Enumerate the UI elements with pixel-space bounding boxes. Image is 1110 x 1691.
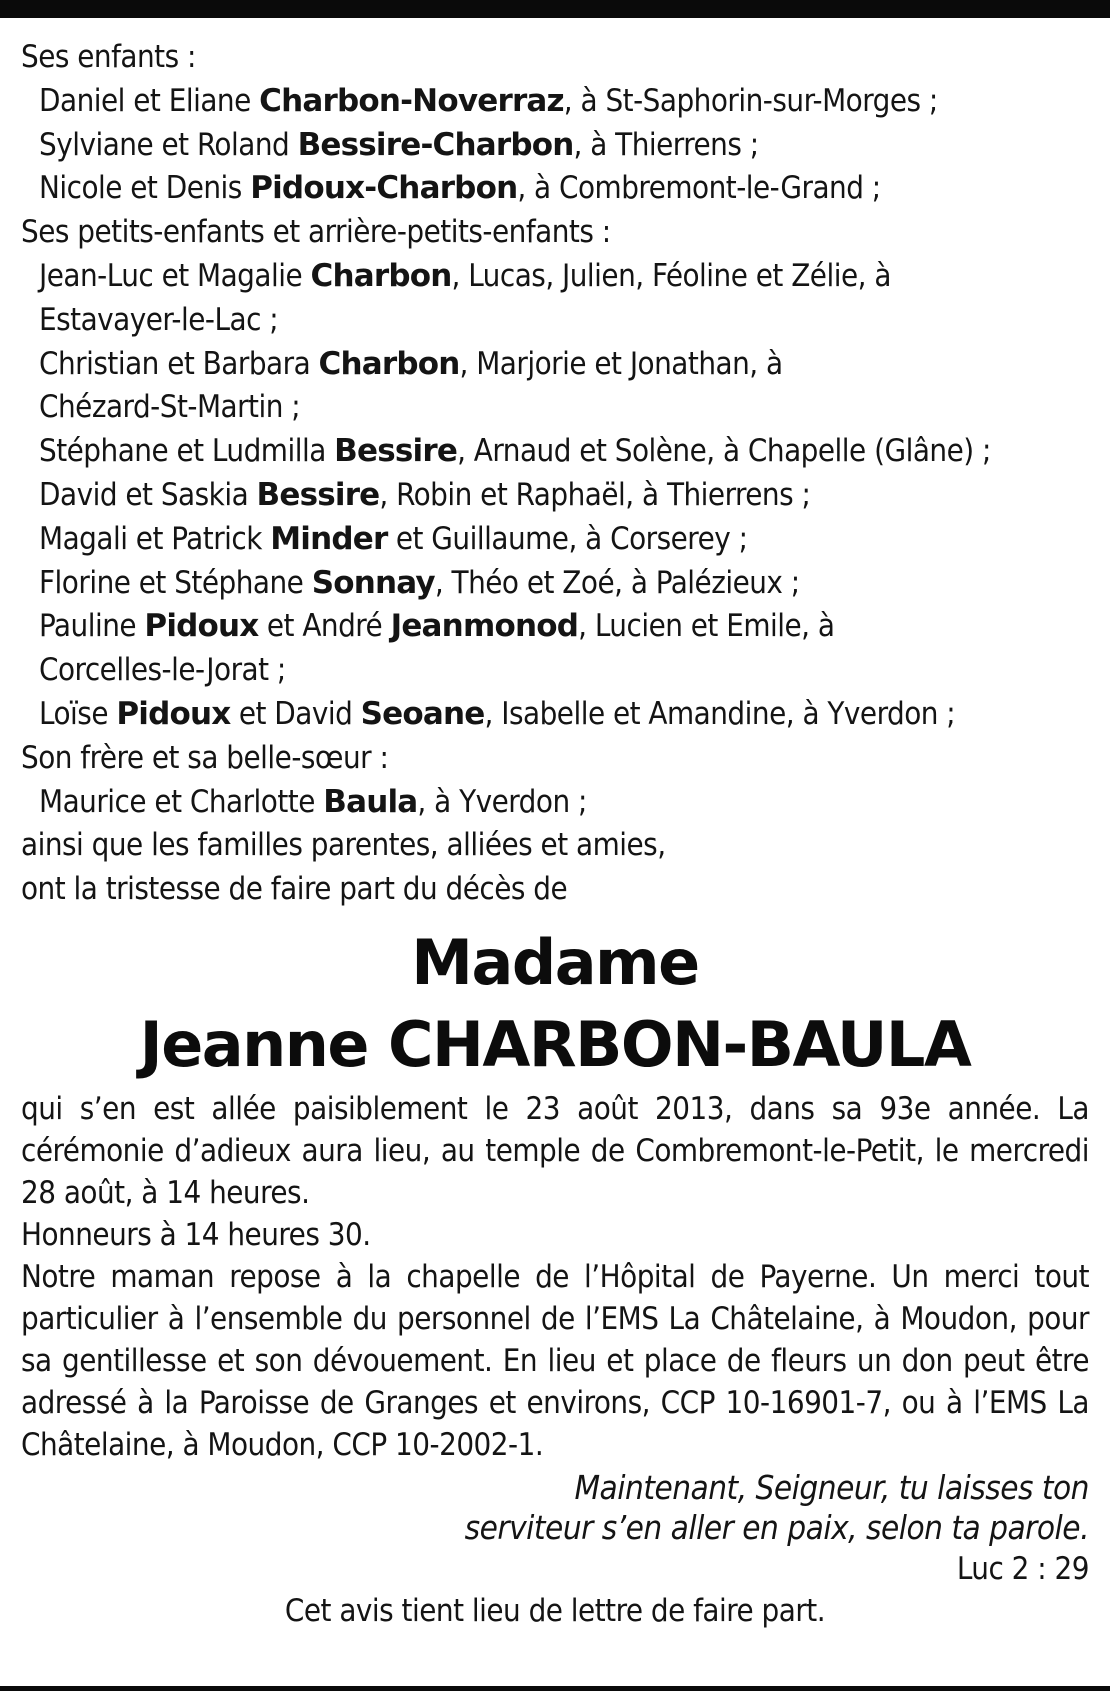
- children-heading: Ses enfants :: [21, 39, 196, 75]
- grandchild-details: , Théo et Zoé, à Palézieux ;: [434, 564, 800, 601]
- child-surname: Charbon-Noverraz: [259, 82, 564, 119]
- grandchild-entry: [21, 693, 1089, 737]
- grandchild-surname: Bessire: [334, 433, 458, 470]
- deceased-title: Madame: [411, 925, 699, 999]
- grandchild-names: Jean-Luc et Magalie: [39, 257, 311, 294]
- closing-line: ont la tristesse de faire part du décès de: [21, 871, 568, 908]
- grandchildren-heading: Ses petits-enfants et arrière-petits-enfants :: [21, 214, 611, 251]
- grandchild-names: Florine et Stéphane: [39, 564, 312, 601]
- bible-verse: [21, 1468, 1089, 1548]
- grandchild-details: , Robin et Raphaël, à Thierrens ;: [379, 476, 811, 513]
- child-location: , à Thierrens ;: [573, 126, 759, 163]
- grandchild-entry: [21, 343, 1089, 387]
- child-entry: [21, 80, 1089, 124]
- grandchild-surname: Charbon: [310, 257, 452, 294]
- child-names: Daniel et Eliane: [39, 82, 260, 119]
- grandchild-surname: Sonnay: [311, 564, 435, 601]
- grandchild-details: , Lucien et Emile, à: [578, 608, 835, 645]
- bottom-rule: [0, 1686, 1110, 1691]
- grandchild-surname: Minder: [270, 520, 388, 557]
- grandchild-names: David et Saskia: [39, 476, 257, 513]
- sibling-location: , à Yverdon ;: [417, 783, 587, 820]
- grandchild-surname: Pidoux: [116, 695, 231, 732]
- sibling-heading: Son frère et sa belle-sœur :: [21, 739, 389, 776]
- child-surname: Pidoux-Charbon: [250, 170, 518, 207]
- top-rule: [0, 0, 1110, 18]
- grandchild-details: et Guillaume, à Corserey ;: [387, 520, 748, 557]
- child-entry: [21, 124, 1089, 168]
- grandchild-names: Loïse: [39, 695, 117, 732]
- sibling-names: Maurice et Charlotte: [39, 783, 324, 820]
- sibling-surname: Baula: [323, 783, 418, 820]
- grandchild-surname: Jeanmonod: [390, 608, 579, 645]
- grandchild-details: , Lucas, Julien, Féoline et Zélie, à: [451, 257, 891, 294]
- family-list: [21, 36, 1089, 912]
- verse-line: serviteur s’en aller en paix, selon ta parole.: [464, 1507, 1089, 1547]
- grandchild-details: , Arnaud et Solène, à Chapelle (Glâne) ;: [457, 433, 991, 470]
- grandchild-surname: Pidoux: [144, 608, 259, 645]
- grandchild-names: Pauline: [39, 608, 145, 645]
- verse-reference: Luc 2 : 29: [956, 1550, 1089, 1587]
- grandchild-entry-continuation: Chézard-St-Martin ;: [39, 389, 301, 426]
- grandchild-entry: [21, 255, 1089, 299]
- grandchild-names: Magali et Patrick: [39, 520, 271, 557]
- grandchild-entry: [21, 474, 1089, 518]
- child-names: Sylviane et Roland: [39, 126, 298, 163]
- grandchild-entry-continuation: Corcelles-le-Jorat ;: [39, 652, 286, 689]
- donation-paragraph: Notre maman repose à la chapelle de l’Hôpital de Payerne. Un merci tout particulier à l’ensemble du personnel de l’EMS La Châtelaine, à Moudon, pour sa gentillesse et son dévouement. En lieu et place de fleurs un don peut être adressé à la Paroisse de Granges et environs, CCP 10-16901-7, ou à l’EMS La Châtelaine, à Moudon, CCP 10-2002-1.: [21, 1258, 1089, 1463]
- child-location: , à St-Saphorin-sur-Morges ;: [563, 82, 938, 119]
- grandchild-entry: [21, 605, 1089, 649]
- verse-line: Maintenant, Seigneur, tu laisses ton: [574, 1467, 1089, 1507]
- grandchild-names: et David: [230, 695, 361, 732]
- grandchild-details: , Isabelle et Amandine, à Yverdon ;: [484, 695, 956, 732]
- grandchild-names: et André: [258, 608, 391, 645]
- grandchild-names: Stéphane et Ludmilla: [39, 433, 335, 470]
- grandchild-entry: [21, 562, 1089, 606]
- grandchild-surname: Seoane: [360, 695, 485, 732]
- grandchild-surname: Charbon: [318, 345, 460, 382]
- child-location: , à Combremont-le-Grand ;: [517, 170, 881, 207]
- footer-note: Cet avis tient lieu de lettre de faire part.: [284, 1592, 826, 1629]
- grandchild-details: , Marjorie et Jonathan, à: [459, 345, 783, 382]
- grandchild-surname: Bessire: [256, 476, 380, 513]
- honours-paragraph: Honneurs à 14 heures 30.: [21, 1216, 371, 1253]
- child-surname: Bessire-Charbon: [297, 126, 574, 163]
- obituary-notice: [21, 36, 1089, 1632]
- deceased-name: Jeanne CHARBON-BAULA: [139, 1007, 971, 1081]
- ceremony-paragraph: qui s’en est allée paisiblement le 23 août 2013, dans sa 93e année. La cérémonie d’adieux aura lieu, au temple de Combremont-le-Petit, le mercredi 28 août, à 14 heures.: [21, 1090, 1089, 1211]
- deceased-heading: [21, 922, 1089, 1086]
- grandchild-names: Christian et Barbara: [39, 345, 319, 382]
- announcement: [21, 1088, 1089, 1466]
- child-names: Nicole et Denis: [39, 170, 251, 207]
- child-entry: [21, 167, 1089, 211]
- grandchild-entry: [21, 430, 1089, 474]
- closing-line: ainsi que les familles parentes, alliées et amies,: [21, 827, 666, 864]
- sibling-entry: [21, 781, 1089, 825]
- grandchild-entry-continuation: Estavayer-le-Lac ;: [39, 301, 279, 338]
- grandchild-entry: [21, 518, 1089, 562]
